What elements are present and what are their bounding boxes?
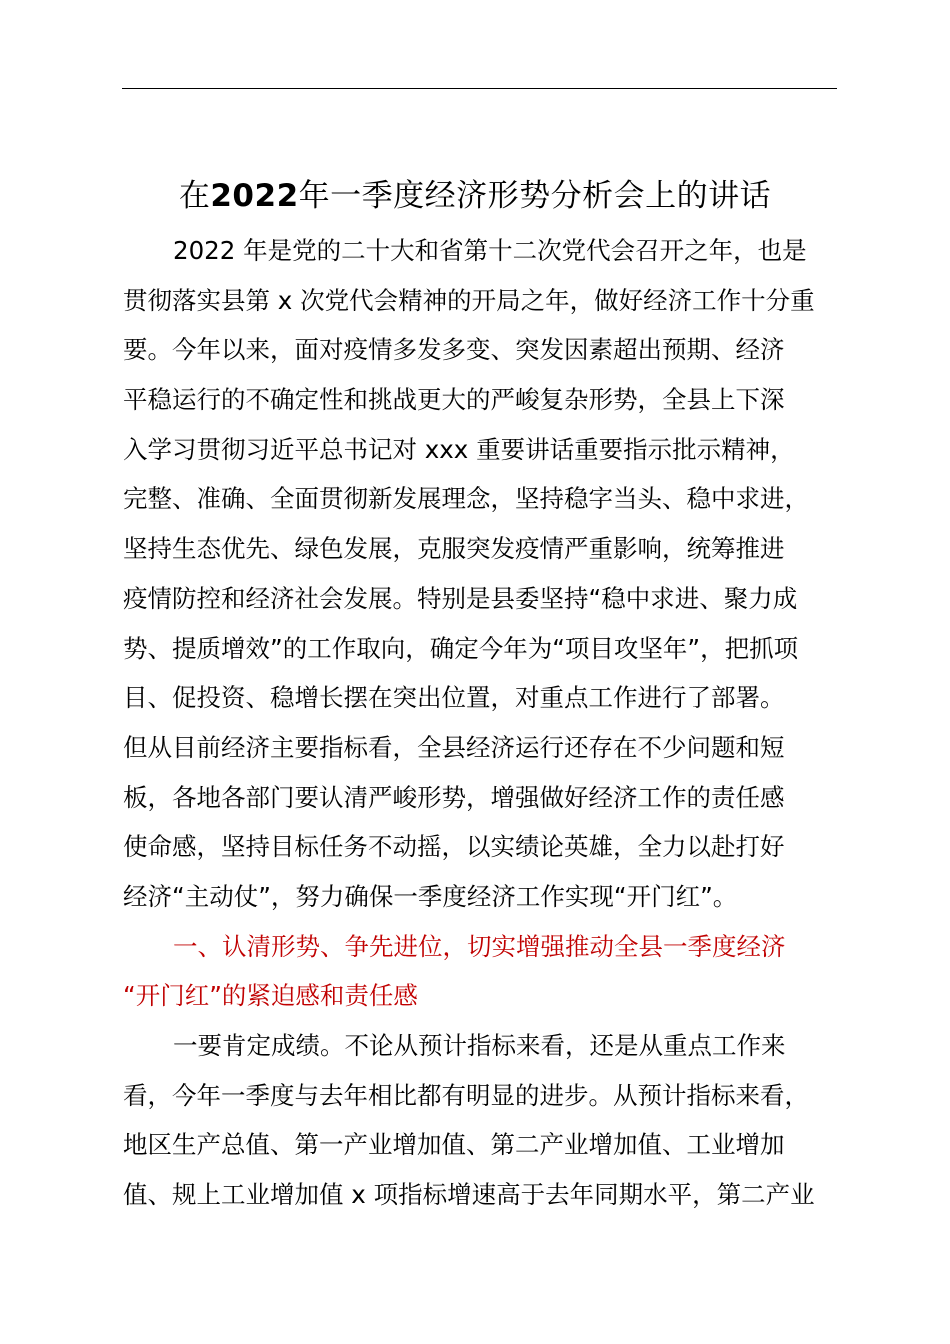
paragraph-line: 入学习贯彻习近平总书记对 xxx 重要讲话重要指示批示精神， <box>123 434 795 464</box>
section-heading-line: “开门红”的紧迫感和责任感 <box>123 981 418 1011</box>
paragraph-line: 平稳运行的不确定性和挑战更大的严峻复杂形势，全县上下深 <box>123 385 785 415</box>
paragraph-line: 目、促投资、稳增长摆在突出位置，对重点工作进行了部署。 <box>123 683 785 713</box>
header-rule <box>122 88 837 89</box>
paragraph-line: 疫情防控和经济社会发展。特别是县委坚持“稳中求进、聚力成 <box>123 583 798 613</box>
paragraph-line: 值、规上工业增加值 x 项指标增速高于去年同期水平，第二产业 <box>123 1180 815 1210</box>
title-year: 2022 <box>210 177 299 214</box>
paragraph-line: 完整、准确、全面贯彻新发展理念，坚持稳字当头、稳中求进， <box>123 484 809 514</box>
paragraph-line: 一要肯定成绩。不论从预计指标来看，还是从重点工作来 <box>173 1031 786 1060</box>
paragraph-line: 但从目前经济主要指标看，全县经济运行还存在不少问题和短 <box>123 732 785 762</box>
document-title <box>0 171 950 221</box>
section-heading-line: 一、认清形势、争先进位，切实增强推动全县一季度经济 <box>173 931 786 961</box>
paragraph-line: 板，各地各部门要认清严峻形势，增强做好经济工作的责任感 <box>123 782 785 812</box>
paragraph-line: 地区生产总值、第一产业增加值、第二产业增加值、工业增加 <box>123 1130 785 1160</box>
paragraph-line: 坚持生态优先、绿色发展，克服突发疫情严重影响，统筹推进 <box>123 534 785 564</box>
paragraph-line: 2022 年是党的二十大和省第十二次党代会召开之年，也是 <box>173 236 807 265</box>
title-prefix: 在 <box>178 177 211 214</box>
paragraph-line: 贯彻落实县第 x 次党代会精神的开局之年，做好经济工作十分重 <box>123 285 815 315</box>
paragraph-line: 经济“主动仗”，努力确保一季度经济工作实现“开门红”。 <box>123 881 738 911</box>
paragraph-line: 要。今年以来，面对疫情多发多变、突发因素超出预期、经济 <box>123 335 785 365</box>
title-suffix: 年一季度经济形势分析会上的讲话 <box>298 177 772 214</box>
paragraph-line: 使命感，坚持目标任务不动摇，以实绩论英雄，全力以赴打好 <box>123 832 785 862</box>
document-body <box>123 226 863 1220</box>
paragraph-line: 势、提质增效”的工作取向，确定今年为“项目攻坚年”，把抓项 <box>123 633 799 663</box>
paragraph-line: 看，今年一季度与去年相比都有明显的进步。从预计指标来看， <box>123 1080 809 1110</box>
